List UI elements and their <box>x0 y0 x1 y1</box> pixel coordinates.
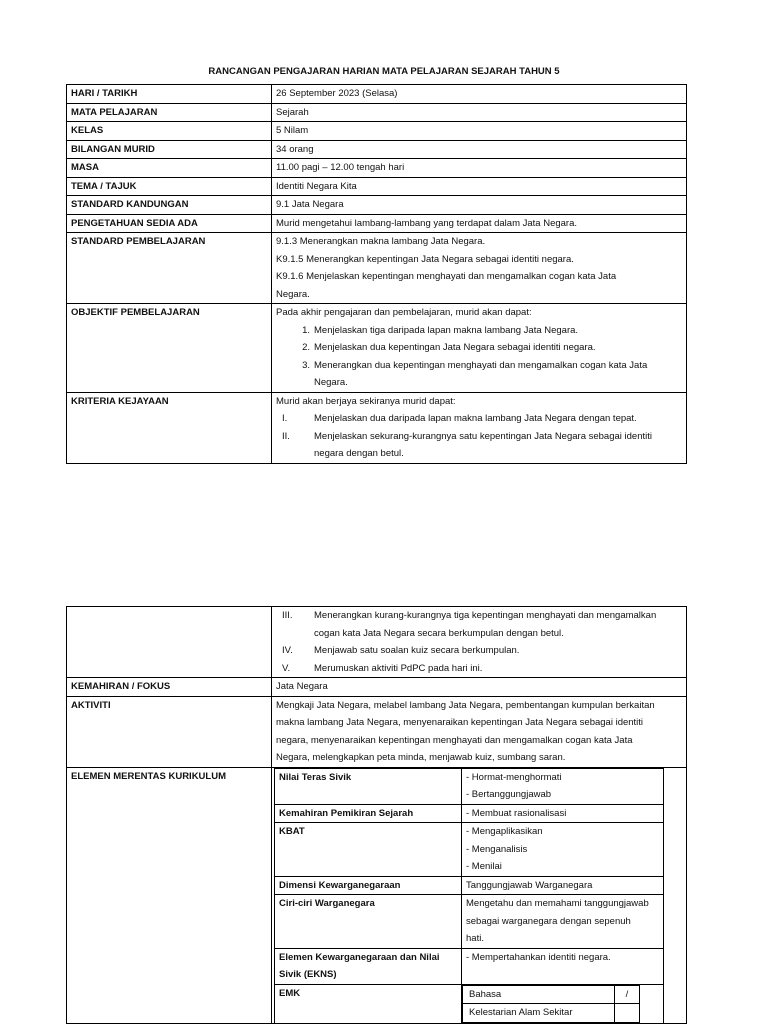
sp-item-3: K9.1.6 Menjelaskan kepentingan menghayati dan mengamalkan cogan kata Jata <box>276 271 617 282</box>
document-title: RANCANGAN PENGAJARAN HARIAN MATA PELAJARAN SEJARAH TAHUN 5 <box>208 66 560 77</box>
label-mata-pelajaran: MATA PELAJARAN <box>67 103 272 122</box>
list-item <box>276 607 682 642</box>
inner-value-ekns: - Mempertahankan identiti negara. <box>462 948 664 984</box>
row-objektif-pembelajaran <box>67 304 687 393</box>
aktiviti-line: makna lambang Jata Negara, menyenaraikan kepentingan Jata Negara sebagai identiti <box>276 717 644 728</box>
kriteria-list <box>276 410 682 463</box>
inner-label-kbat: KBAT <box>275 823 462 877</box>
list-item <box>276 322 682 340</box>
list-item <box>276 660 682 678</box>
list-text: Menerangkan dua kepentingan menghayati dan mengamalkan cogan kata Jata <box>314 359 648 371</box>
lesson-plan-table-part-2 <box>66 606 687 1024</box>
ciri-value: Mengetahu dan memahami tanggungjawab <box>466 898 649 909</box>
row-pengetahuan-sedia-ada <box>67 214 687 233</box>
kbat-value: - Mengaplikasikan <box>466 826 543 837</box>
label-masa: MASA <box>67 159 272 178</box>
sp-item-3-cont: Negara. <box>276 288 310 300</box>
row-kelas <box>67 122 687 141</box>
list-text: Menjelaskan sekurang-kurangnya satu kepentingan Jata Negara sebagai identiti <box>314 430 652 442</box>
row-standard-pembelajaran <box>67 233 687 304</box>
row-elemen-merentas-kurikulum <box>67 767 687 1023</box>
list-item <box>276 339 682 357</box>
inner-label-dimensi: Dimensi Kewarganegaraan <box>275 876 462 895</box>
label-standard-kandungan: STANDARD KANDUNGAN <box>67 196 272 215</box>
ekns-label-line: Elemen Kewarganegaraan dan Nilai <box>279 951 440 963</box>
objektif-list <box>276 322 682 392</box>
label-objektif-pembelajaran: OBJEKTIF PEMBELAJARAN <box>67 304 272 393</box>
value-standard-kandungan: 9.1 Jata Negara <box>272 196 687 215</box>
list-text-cont: Negara. <box>314 377 348 388</box>
list-number: III. <box>282 610 293 621</box>
list-item <box>276 642 682 660</box>
inner-row-ekns <box>275 948 664 984</box>
list-text: Menjelaskan tiga daripada lapan makna lambang Jata Negara. <box>314 324 579 336</box>
list-number: V. <box>282 662 291 674</box>
list-item <box>276 410 682 428</box>
row-kriteria-continued <box>67 607 687 678</box>
list-text: Menjelaskan dua kepentingan Jata Negara sebagai identiti negara. <box>314 342 596 353</box>
emk-inner-table <box>274 768 664 1024</box>
aktiviti-line: Negara, melengkapkan peta minda, menjawab kuiz, sumbang saran. <box>276 752 566 763</box>
ciri-value: sebagai warganegara dengan sepenuh <box>466 915 631 927</box>
kbat-value: - Menilai <box>466 861 502 872</box>
value-kriteria-kejayaan <box>272 392 687 463</box>
inner-label-ciri-warganegara: Ciri-ciri Warganegara <box>275 895 462 949</box>
objektif-intro: Pada akhir pengajaran dan pembelajaran, murid akan dapat: <box>276 307 532 318</box>
aktiviti-line: negara, menyenaraikan kepentingan menghayati dan mengamalkan cogan kata Jata <box>276 734 633 746</box>
list-text: Menjawab satu soalan kuiz secara berkumpulan. <box>314 645 520 656</box>
list-text: Merumuskan aktiviti PdPC pada hari ini. <box>314 662 483 674</box>
label-kelas: KELAS <box>67 122 272 141</box>
row-tema-tajuk <box>67 177 687 196</box>
list-text: Menjelaskan dua daripada lapan makna lambang Jata Negara dengan tepat. <box>314 413 637 424</box>
list-number: I. <box>282 413 288 424</box>
list-number: 1. <box>302 324 310 336</box>
label-standard-pembelajaran: STANDARD PEMBELAJARAN <box>67 233 272 304</box>
inner-value-dimensi: Tanggungjawab Warganegara <box>462 876 664 895</box>
kriteria-intro: Murid akan berjaya sekiranya murid dapat: <box>276 395 456 407</box>
label-hari-tarikh: HARI / TARIKH <box>67 85 272 104</box>
ciri-value: hati. <box>466 933 484 944</box>
row-mata-pelajaran <box>67 103 687 122</box>
emk-item <box>463 1004 640 1023</box>
value-elemen-merentas-kurikulum <box>272 767 687 1023</box>
label-pengetahuan-sedia-ada: PENGETAHUAN SEDIA ADA <box>67 214 272 233</box>
label-tema-tajuk: TEMA / TAJUK <box>67 177 272 196</box>
inner-value-nilai-teras <box>462 768 664 804</box>
kriteria-list-continued <box>276 607 682 677</box>
emk-item-name: Bahasa <box>463 985 615 1004</box>
list-number: IV. <box>282 645 293 656</box>
sp-item-1: 9.1.3 Menerangkan makna lambang Jata Negara. <box>276 236 486 247</box>
row-kriteria-kejayaan <box>67 392 687 463</box>
inner-label-emk: EMK <box>275 984 462 1023</box>
value-aktiviti <box>272 696 687 767</box>
label-kriteria-kejayaan: KRITERIA KEJAYAAN <box>67 392 272 463</box>
row-aktiviti <box>67 696 687 767</box>
inner-value-kemahiran-pemikiran: - Membuat rasionalisasi <box>462 804 664 823</box>
label-elemen-merentas-kurikulum: ELEMEN MERENTAS KURIKULUM <box>67 767 272 1023</box>
list-item <box>276 428 682 463</box>
ekns-label-line: Sivik (EKNS) <box>279 969 337 980</box>
value-kemahiran-fokus: Jata Negara <box>272 678 687 697</box>
value-kriteria-continued <box>272 607 687 678</box>
emk-item <box>463 985 640 1004</box>
row-bilangan-murid <box>67 140 687 159</box>
value-tema-tajuk: Identiti Negara Kita <box>272 177 687 196</box>
list-number: 3. <box>302 359 310 371</box>
list-number: II. <box>282 430 290 442</box>
list-item <box>276 357 682 392</box>
value-hari-tarikh: 26 September 2023 (Selasa) <box>272 85 687 104</box>
list-number: 2. <box>302 342 310 353</box>
inner-label-ekns <box>275 948 462 984</box>
sp-item-2: K9.1.5 Menerangkan kepentingan Jata Negara sebagai identiti negara. <box>276 253 574 265</box>
list-text-cont: negara dengan betul. <box>314 448 404 459</box>
emk-checklist <box>462 985 640 1023</box>
label-kemahiran-fokus: KEMAHIRAN / FOKUS <box>67 678 272 697</box>
inner-row-nilai-teras <box>275 768 664 804</box>
row-standard-kandungan <box>67 196 687 215</box>
inner-row-kemahiran-pemikiran <box>275 804 664 823</box>
inner-row-kbat <box>275 823 664 877</box>
emk-item-name: Kelestarian Alam Sekitar <box>463 1004 615 1023</box>
inner-value-emk <box>462 984 664 1023</box>
inner-label-kemahiran-pemikiran: Kemahiran Pemikiran Sejarah <box>275 804 462 823</box>
aktiviti-line: Mengkaji Jata Negara, melabel lambang Jata Negara, pembentangan kumpulan berkaitan <box>276 699 655 711</box>
row-masa <box>67 159 687 178</box>
label-bilangan-murid: BILANGAN MURID <box>67 140 272 159</box>
emk-item-mark <box>615 1004 640 1023</box>
list-text: Menerangkan kurang-kurangnya tiga kepentingan menghayati dan mengamalkan <box>314 610 657 621</box>
lesson-plan-table-part-1 <box>66 84 687 464</box>
value-kelas: 5 Nilam <box>272 122 687 141</box>
row-kemahiran-fokus <box>67 678 687 697</box>
nilai-value: - Hormat-menghormati <box>466 771 562 783</box>
value-pengetahuan-sedia-ada: Murid mengetahui lambang-lambang yang terdapat dalam Jata Negara. <box>272 214 687 233</box>
emk-item-mark: / <box>615 985 640 1004</box>
inner-row-ciri-warganegara <box>275 895 664 949</box>
kbat-value: - Menganalisis <box>466 843 528 855</box>
inner-value-ciri-warganegara <box>462 895 664 949</box>
value-mata-pelajaran: Sejarah <box>272 103 687 122</box>
value-bilangan-murid: 34 orang <box>272 140 687 159</box>
label-aktiviti: AKTIVITI <box>67 696 272 767</box>
inner-row-emk <box>275 984 664 1023</box>
row-hari-tarikh <box>67 85 687 104</box>
inner-value-kbat <box>462 823 664 877</box>
list-text-cont: cogan kata Jata Negara secara berkumpulan dengan betul. <box>314 627 564 639</box>
inner-row-dimensi <box>275 876 664 895</box>
label-empty <box>67 607 272 678</box>
value-masa: 11.00 pagi – 12.00 tengah hari <box>272 159 687 178</box>
nilai-value: - Bertanggungjawab <box>466 789 552 800</box>
value-standard-pembelajaran <box>272 233 687 304</box>
value-objektif-pembelajaran <box>272 304 687 393</box>
inner-label-nilai-teras: Nilai Teras Sivik <box>275 768 462 804</box>
